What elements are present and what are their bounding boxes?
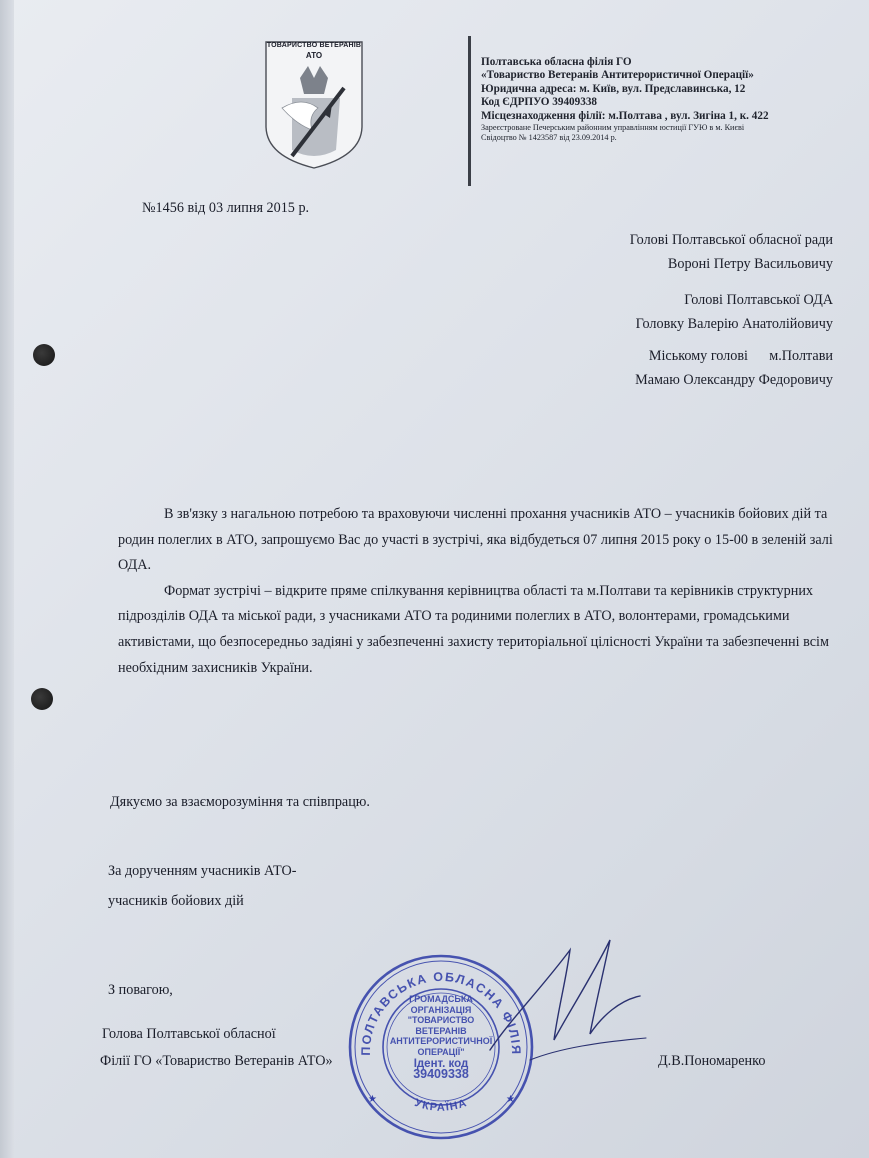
letter-body xyxy=(118,502,838,681)
addressee-3-name: Мамаю Олександру Федоровичу xyxy=(635,372,833,388)
head-title-line-2: Філії ГО «Товариство Ветеранів АТО» xyxy=(100,1053,333,1069)
page-edge-shadow xyxy=(0,0,14,1158)
stamp-line-5: АНТИТЕРОРИСТИЧНОЇ xyxy=(389,1036,493,1047)
header-line-7: Свідоцтво № 1423587 від 23.09.2014 р. xyxy=(481,133,617,143)
svg-text:★: ★ xyxy=(506,1094,515,1105)
header-line-2: «Товариство Ветеранів Антитерористичної Операції» xyxy=(481,69,754,82)
signature-icon xyxy=(470,930,660,1080)
stamp-line-6: ОПЕРАЦІЇ" xyxy=(417,1046,465,1057)
mandate-line-1: За дорученням учасників АТО- xyxy=(108,863,297,879)
header-line-3: Юридична адреса: м. Київ, вул. Предславинська, 12 xyxy=(481,82,746,95)
stamp-line-1: ГРОМАДСЬКА xyxy=(409,994,473,1004)
regards-line: З повагою, xyxy=(108,982,173,998)
addressee-3 xyxy=(635,344,833,392)
header-line-5: Місцезнаходження філії: м.Полтава , вул. Зигіна 1, к. 422 xyxy=(481,109,769,122)
organization-header xyxy=(481,56,866,143)
stamp-code-value: 39409338 xyxy=(413,1067,469,1082)
thanks-line: Дякуємо за взаєморозуміння та співпрацю. xyxy=(110,794,370,810)
stamp-bottom-text: УКРАЇНА xyxy=(412,1096,470,1114)
addressee-2 xyxy=(636,288,833,336)
addressee-2-title: Голові Полтавської ОДА xyxy=(684,292,833,308)
head-title-line-1: Голова Полтавської обласної xyxy=(102,1026,276,1042)
letter-number: №1456 від 03 липня 2015 р. xyxy=(142,200,310,216)
addressee-3-title: Міському голові м.Полтави xyxy=(648,348,833,364)
mandate-line-2: учасників бойових дій xyxy=(108,893,244,909)
header-line-6: Зареєстроване Печерським районним управлінням юстиції ГУЮ в м. Києві xyxy=(481,123,745,133)
addressee-2-name: Головку Валерію Анатолійовичу xyxy=(635,316,833,332)
punch-hole-top xyxy=(33,344,55,366)
svg-text:★: ★ xyxy=(368,1094,377,1105)
stamp-line-3: "ТОВАРИСТВО xyxy=(407,1015,475,1026)
stamp-ring-text: ПОЛТАВСЬКА ОБЛАСНА ФІЛІЯ xyxy=(358,969,524,1056)
stamp-code-label: Ідент. код xyxy=(413,1057,469,1070)
addressee-1-title: Голові Полтавської обласної ради xyxy=(629,232,833,248)
header-line-4: Код ЄДРПУО 39409338 xyxy=(481,96,598,109)
logo-subtitle: АТО xyxy=(305,51,323,60)
addressee-1 xyxy=(630,228,833,276)
header-line-1: Полтавська обласна філія ГО xyxy=(481,56,632,68)
svg-text:УКРАЇНА xyxy=(413,1097,469,1114)
body-paragraph-2: Формат зустрічі – відкрите пряме спілкування керівництва області та м.Полтави та керівників структурних підрозділів ОДА та міської ради, з учасниками АТО та родиними полеглих в АТО, волонтерами, громадськими активістами, що безпосередньо задіяні у забезпеченні захисту територіальної цілісності України та забезпеченні всім необхідним захисників України. xyxy=(118,582,829,676)
header-divider xyxy=(468,36,471,186)
signer-name: Д.В.Пономаренко xyxy=(658,1053,766,1069)
punch-hole-bottom xyxy=(31,688,53,710)
logo-title: ТОВАРИСТВО ВЕТЕРАНІВ xyxy=(266,42,362,49)
addressee-1-name: Вороні Петру Васильовичу xyxy=(667,256,833,272)
stamp-line-4: ВЕТЕРАНІВ xyxy=(415,1025,467,1036)
body-paragraph-1: В зв'язку з нагальною потребою та враховуючи численні прохання учасників АТО – учасників бойових дій та родин полеглих в АТО, запрошуємо Вас до участі в зустрічі, яка відбудеться 07 липня 2015 року о 15-00 в зеленій залі ОДА. xyxy=(118,506,833,574)
stamp-line-2: ОРГАНІЗАЦІЯ xyxy=(410,1004,472,1015)
